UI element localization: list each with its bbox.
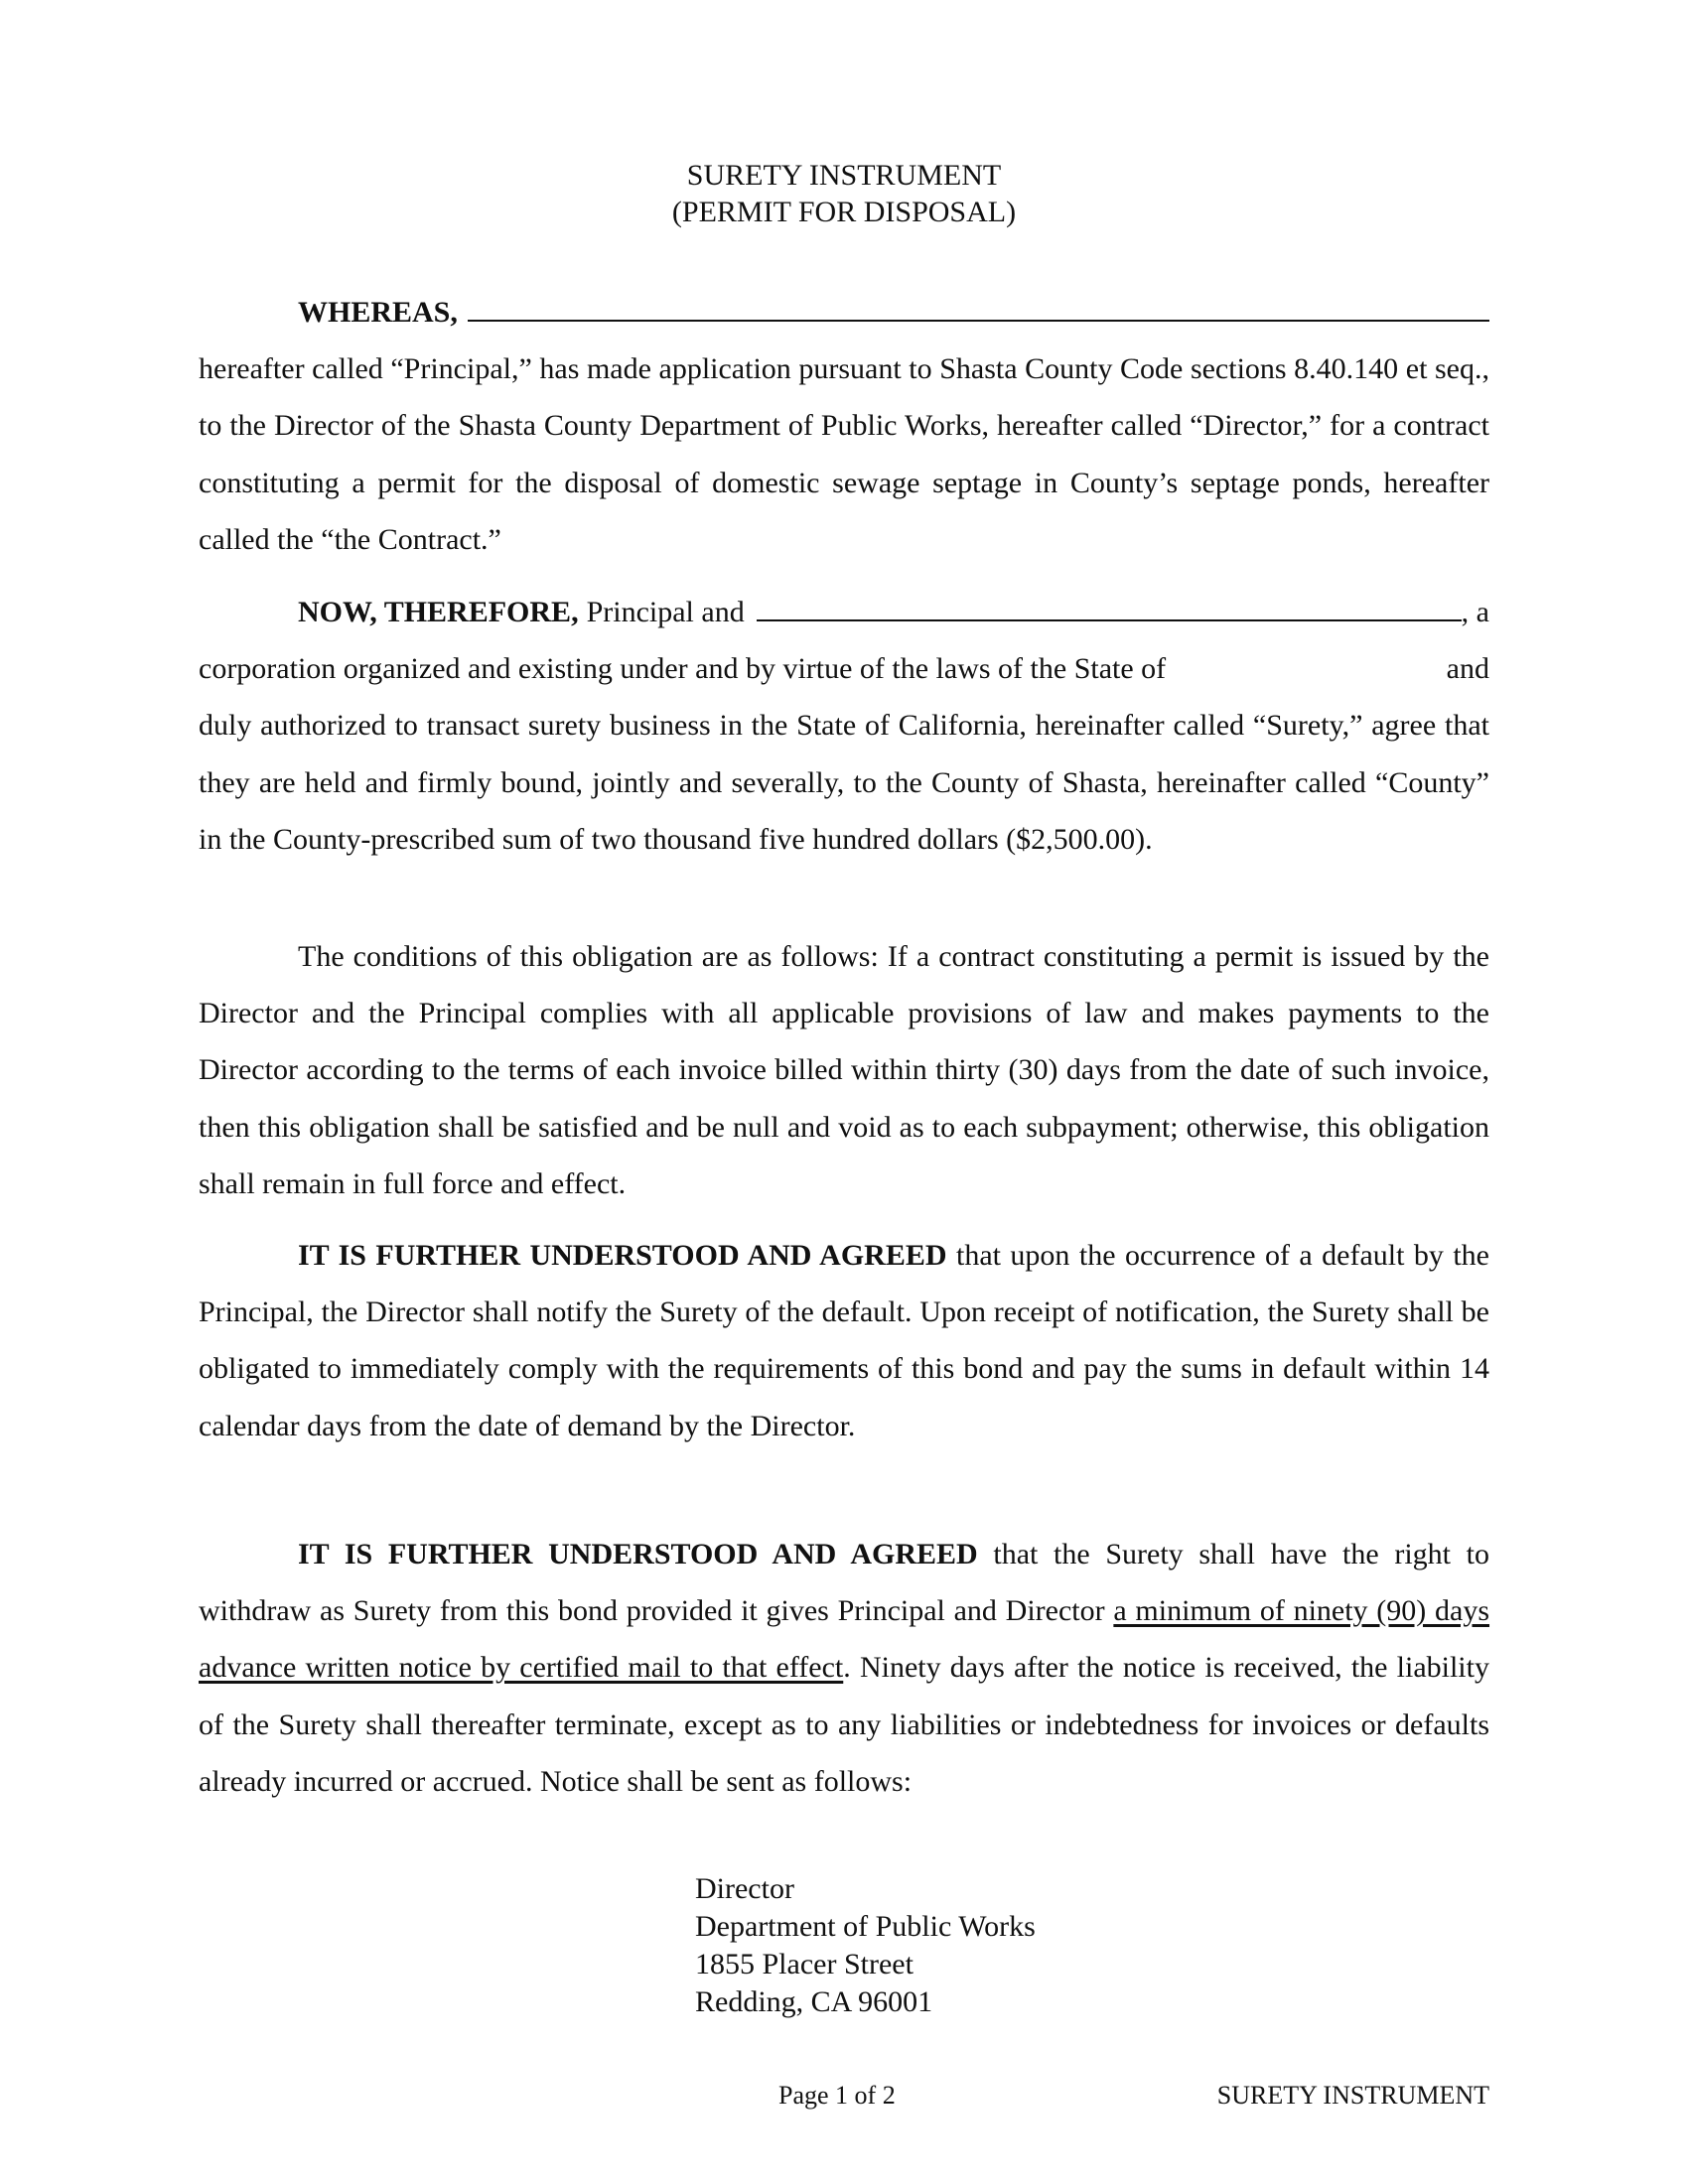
now-therefore-label: NOW, THEREFORE, — [298, 596, 579, 628]
title-line-2: (PERMIT FOR DISPOSAL) — [671, 196, 1017, 228]
now-therefore-text: duly authorized to transact surety business in the State of California, hereinafter called “Surety,” agree that they are held and firmly bound, jointly and severally, to the County of Shasta, hereinafter called “County” in the County-prescribed sum of two thousand five hundred dollars ($2,500.00). — [199, 709, 1489, 856]
whereas-paragraph — [199, 284, 1489, 568]
address-line-3: 1855 Placer Street — [695, 1948, 914, 1980]
page-number: Page 1 of 2 — [778, 2081, 896, 2110]
document-title — [0, 157, 1688, 230]
address-line-2: Department of Public Works — [695, 1910, 1036, 1943]
principal-name-blank[interactable] — [468, 298, 1489, 322]
address-line-4: Redding, CA 96001 — [695, 1985, 933, 2018]
further-agreed-text-2b: . Ninety days after the notice is received, the liability of the Surety shall thereafter terminate, except as to any liabilities or indebtedness for invoices or defaults already incurred or accrued. Notice shall be sent as follows: — [199, 1651, 1489, 1798]
further-agreed-text-1: that upon the occurrence of a default by the Principal, the Director shall notify the Surety of the default. Upon receipt of notification, the Surety shall be obligated to immediately comply with the requirements of this bond and pay the sums in default within 14 calendar days from the date of demand by the Director. — [199, 1239, 1489, 1442]
further-agreed-label-2: IT IS FURTHER UNDERSTOOD AND AGREED — [298, 1538, 978, 1570]
whereas-label: WHEREAS, — [298, 296, 458, 329]
conditions-text: The conditions of this obligation are as follows: If a contract constituting a permit is issued by the Director and the Principal complies with all applicable provisions of law and makes payments to the Director according to the terms of each invoice billed within thirty (30) days from the date of such invoice, then this obligation shall be satisfied and be null and void as to each subpayment; otherwise, this obligation shall remain in full force and effect. — [199, 940, 1489, 1200]
title-line-1: SURETY INSTRUMENT — [686, 159, 1002, 192]
state-line-and: and — [1446, 652, 1489, 686]
address-line-1: Director — [695, 1872, 794, 1905]
surety-name-blank[interactable] — [757, 598, 1462, 621]
notice-address — [695, 1870, 1036, 2021]
further-agreed-label-1: IT IS FURTHER UNDERSTOOD AND AGREED — [298, 1239, 947, 1272]
further-agreed-paragraph-2 — [199, 1526, 1489, 1810]
further-agreed-text-2a: that the Surety shall have the right to withdraw as Surety from this bond provided it gives Principal and Director — [199, 1538, 1489, 1628]
now-therefore-after-blank: , a — [1461, 596, 1489, 628]
footer-document-name: SURETY INSTRUMENT — [1216, 2081, 1489, 2110]
state-line-text: corporation organized and existing under and by virtue of the laws of the State of — [199, 652, 1167, 686]
further-agreed-paragraph-1 — [199, 1227, 1489, 1454]
notice-requirement-underlined: a minimum of ninety (90) days advance written notice by certified mail to that effect — [199, 1594, 1490, 1685]
now-therefore-paragraph — [199, 584, 1489, 868]
whereas-text: hereafter called “Principal,” has made application pursuant to Shasta County Code sections 8.40.140 et seq., to the Director of the Shasta County Department of Public Works, hereafter called “Director,” for a contract constituting a permit for the disposal of domestic sewage septage in County’s septage ponds, hereafter called the “the Contract.” — [199, 352, 1489, 556]
now-therefore-lead: Principal and — [586, 596, 745, 628]
conditions-paragraph — [199, 928, 1489, 1212]
